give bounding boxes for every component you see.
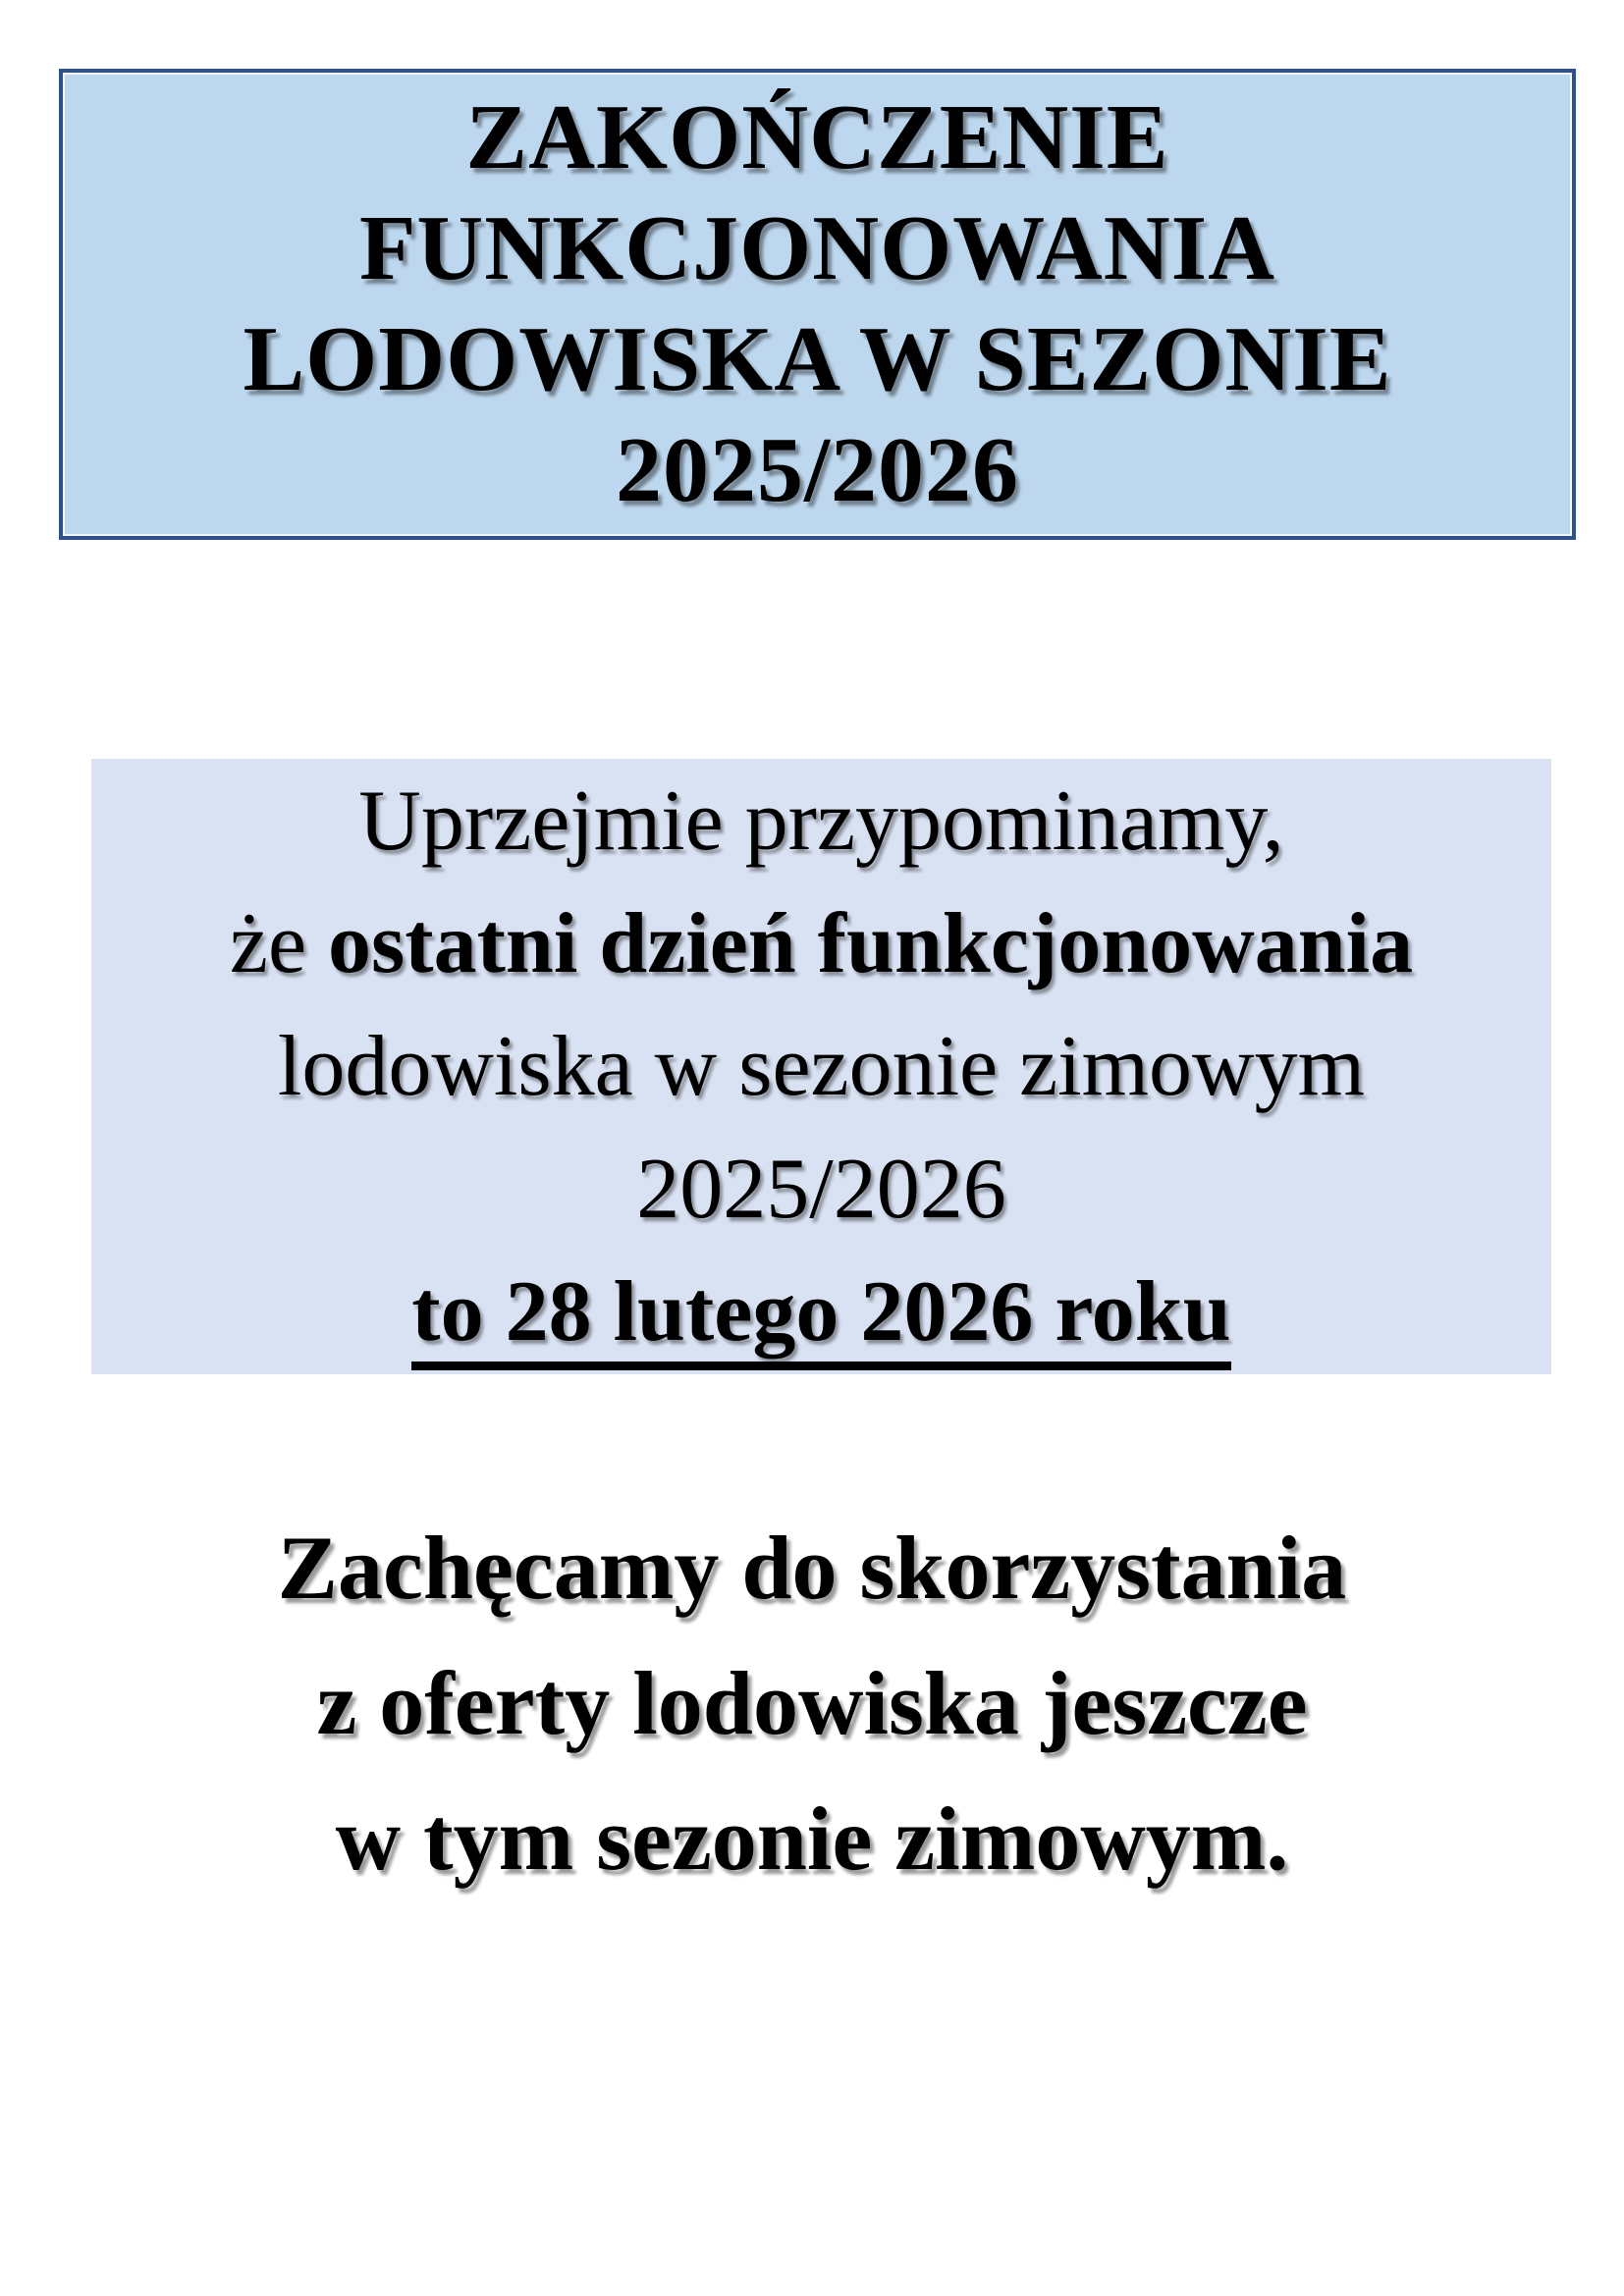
title-box <box>59 69 1576 540</box>
reminder-line-2-prefix: że <box>229 896 329 991</box>
reminder-box <box>91 759 1551 1374</box>
reminder-line-5 <box>411 1251 1230 1373</box>
footer-line-1: Zachęcamy do skorzystania <box>277 1518 1347 1618</box>
title-line-1: ZAKOŃCZENIE <box>465 86 1169 188</box>
reminder-line-2-bold: ostatni dzień funkcjonowania <box>328 896 1414 991</box>
footer-block <box>0 1500 1624 1906</box>
title-line-4: 2025/2026 <box>615 419 1020 521</box>
footer-line-3: w tym sezonie zimowym. <box>335 1789 1289 1889</box>
closing-date-underlined: to 28 lutego 2026 roku <box>411 1264 1230 1370</box>
reminder-line-4: 2025/2026 <box>636 1142 1006 1237</box>
title-line-3: LODOWISKA W SEZONIE <box>243 308 1392 410</box>
reminder-line-2 <box>230 882 1413 1005</box>
footer-line-2: z oferty lodowiska jeszcze <box>316 1653 1308 1753</box>
reminder-line-1: Uprzejmie przypominamy, <box>358 774 1284 869</box>
title-line-2: FUNKCJONOWANIA <box>358 197 1276 299</box>
reminder-line-3: lodowiska w sezonie zimowym <box>277 1019 1366 1114</box>
